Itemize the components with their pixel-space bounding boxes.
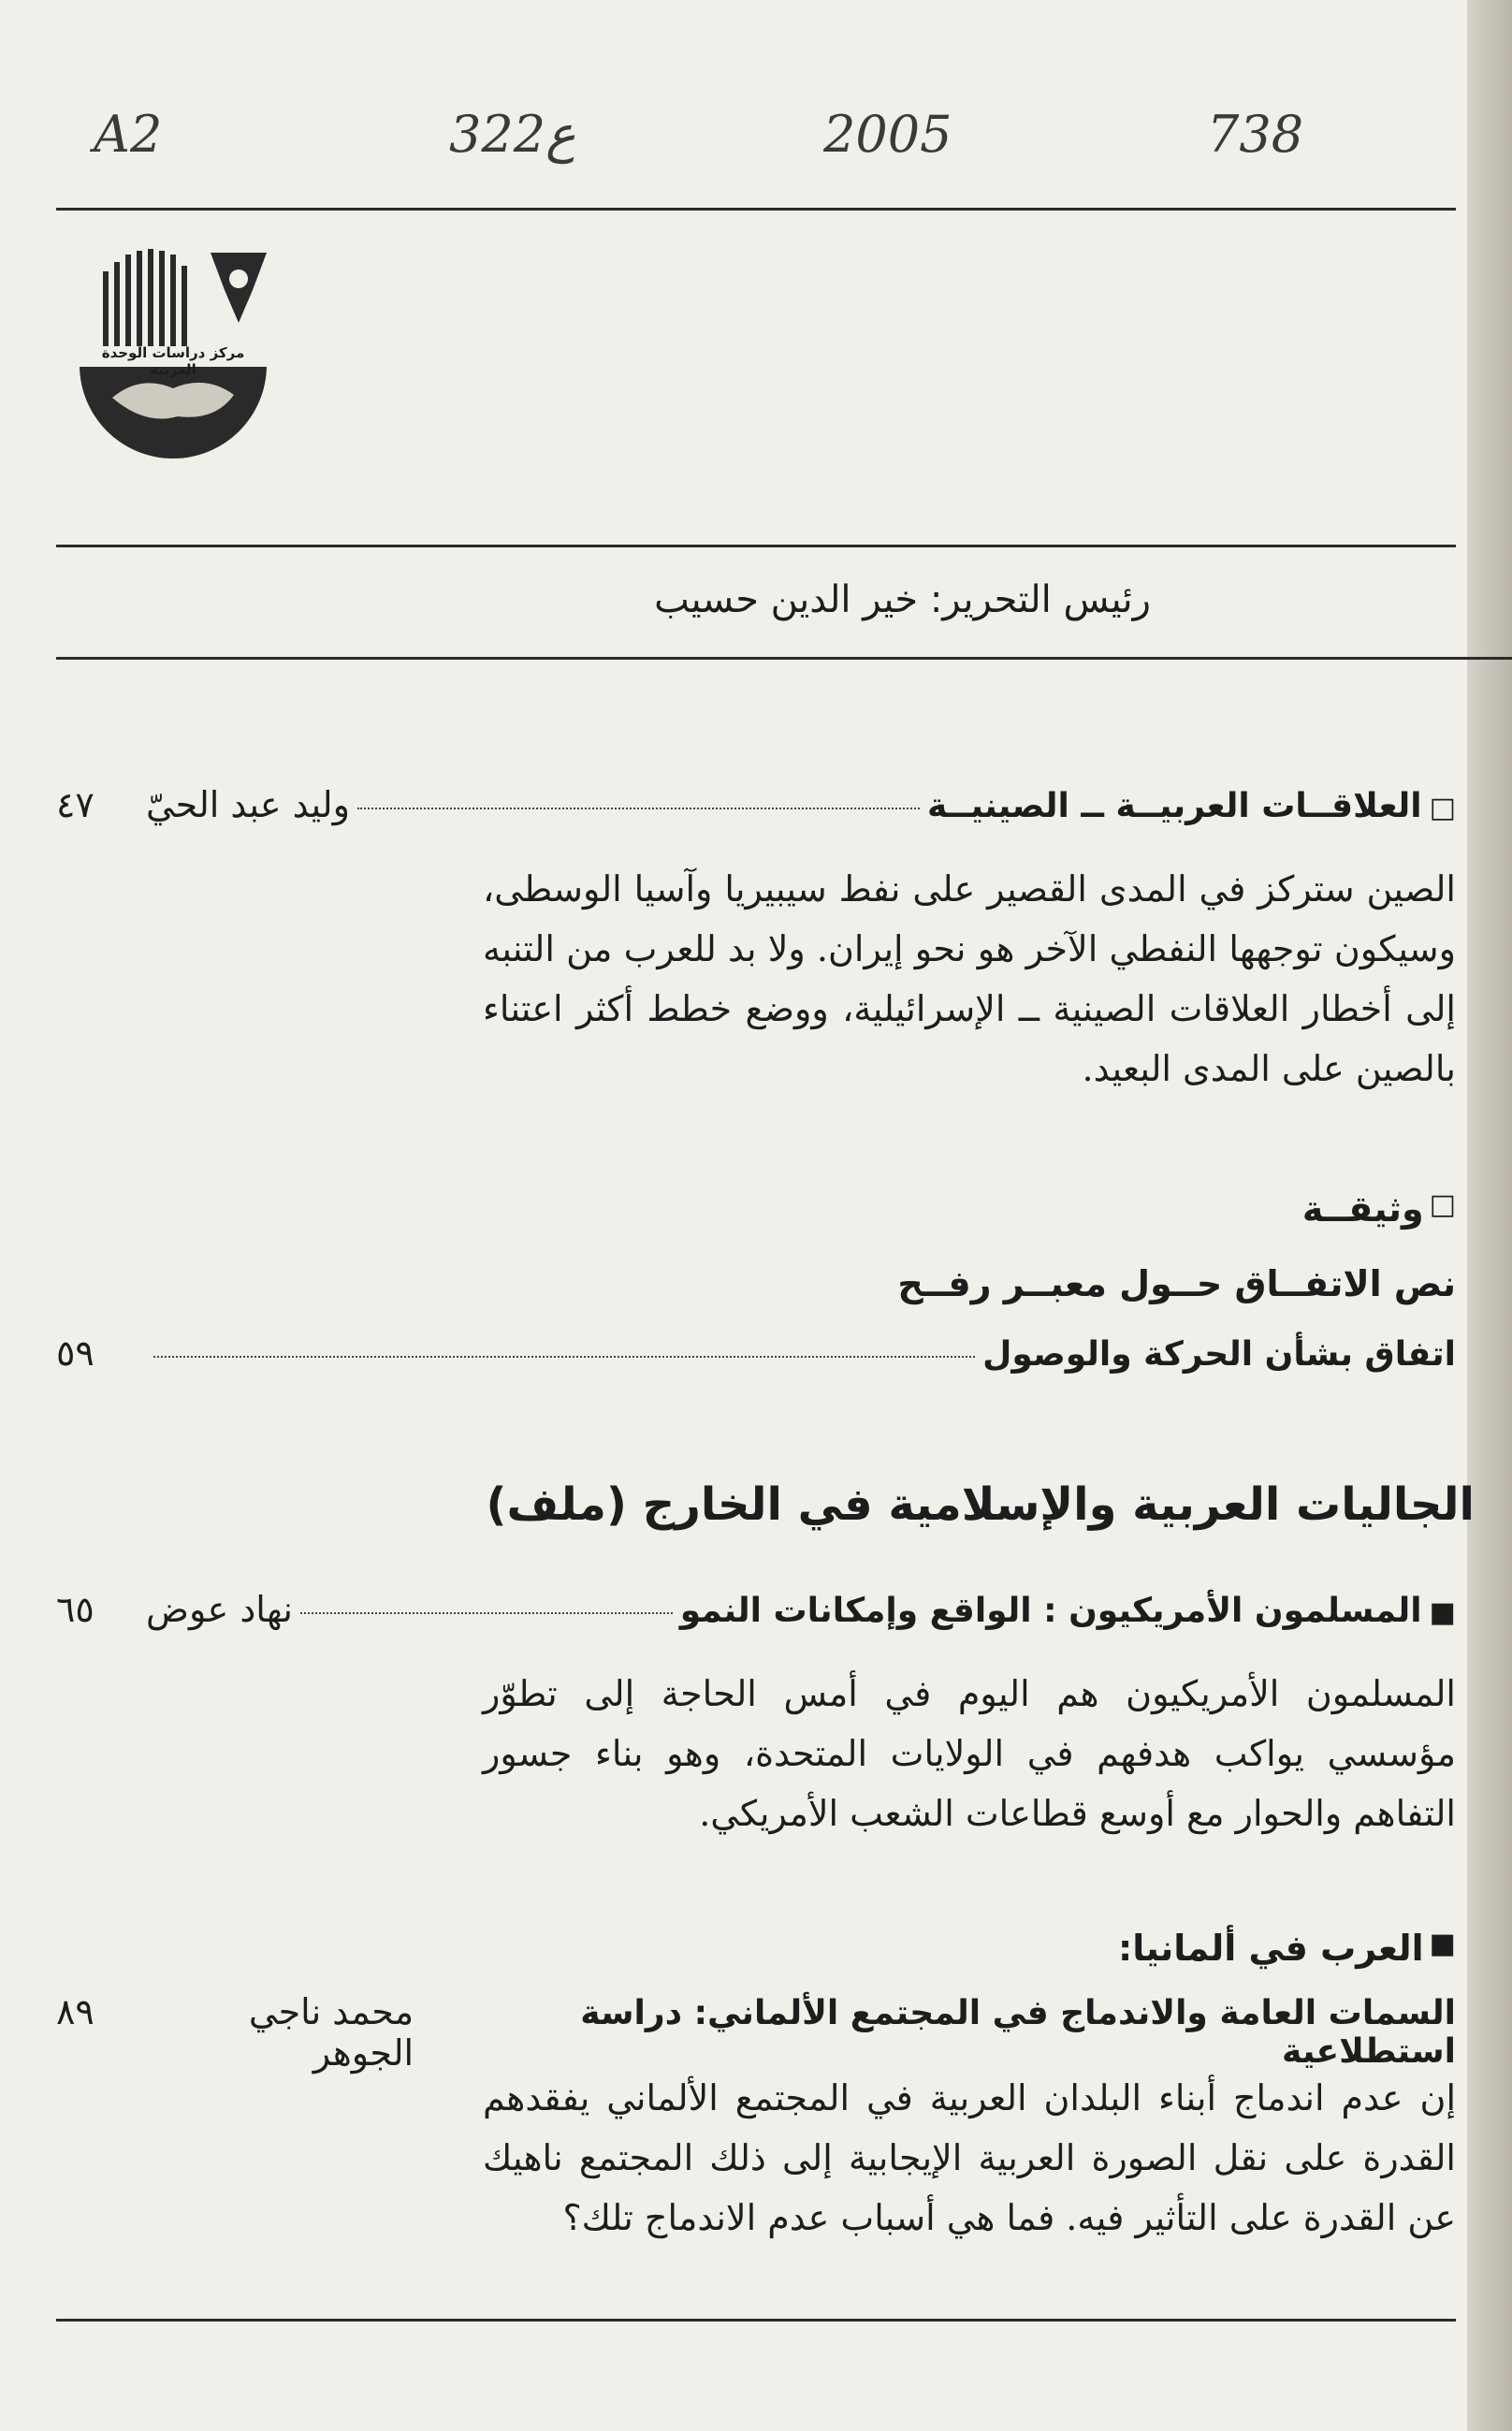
toc-entry[interactable]	[56, 1332, 1456, 1374]
editor-line: رئيس التحرير: خير الدين حسيب	[654, 578, 1151, 621]
entry-marker: ■	[1429, 1928, 1456, 1960]
document-heading-text: وثيقــة	[1301, 1188, 1424, 1230]
entry-author: وليد عبد الحيّ	[146, 784, 350, 825]
toc-entry[interactable]	[56, 1991, 1456, 2074]
logo-text: مركز دراسات الوحدة العربية	[101, 344, 245, 378]
entry-abstract: إن عدم اندماج أبناء البلدان العربية في المجتمع الألماني يفقدهم القدرة على نقل الصورة العربية الإيجابية إلى ذلك المجتمع ناهيك عن القدرة على التأثير فيه. فما هي أسباب عدم الاندماج تلك؟	[483, 2077, 1456, 2238]
leader-dots	[357, 808, 920, 809]
entry-marker: ■	[1429, 1596, 1456, 1629]
entry-heading	[1118, 1928, 1456, 1969]
handwritten-code-1: A2	[94, 105, 163, 164]
handwritten-code-3: 2005	[823, 105, 952, 164]
entry-page: ٥٩	[56, 1332, 94, 1374]
handwritten-code-4: 738	[1207, 105, 1304, 164]
toc-entry[interactable]	[56, 1589, 1456, 1630]
entry-marker: □	[1429, 1188, 1456, 1221]
entry-title: السمات العامة والاندماج في المجتمع الألماني: دراسة استطلاعية	[580, 1994, 1456, 2071]
publisher-logo	[56, 234, 290, 468]
top-rule	[56, 208, 1456, 211]
entry-abstract: المسلمون الأمريكيون هم اليوم في أمس الحاجة إلى تطوّر مؤسسي يواكب هدفهم في الولايات المتحدة، وهو بناء جسور التفاهم والحوار مع أوسع قطاعات الشعب الأمريكي.	[483, 1673, 1456, 1834]
entry-title: العلاقــات العربيــة ــ الصينيــة	[926, 787, 1422, 825]
entry-marker: □	[1429, 792, 1456, 824]
entry-page: ٤٧	[56, 784, 94, 825]
bottom-rule	[56, 2319, 1456, 2322]
entry-title: المسلمون الأمريكيون : الواقع وإمكانات النمو	[679, 1592, 1422, 1630]
entry-author: نهاد عوض	[146, 1589, 293, 1630]
entry-abstract: الصين ستركز في المدى القصير على نفط سيبيريا وآسيا الوسطى، وسيكون توجهها النفطي الآخر هو نحو إيران. ولا بد للعرب من التنبه إلى أخطار العلاقات الصينية ــ الإسرائيلية، ووضع خطط أكثر اعتناء بالصين على المدى البعيد.	[483, 868, 1456, 1089]
entry-author: محمد ناجي الجوهر	[248, 1991, 414, 2074]
document-heading	[1302, 1188, 1456, 1230]
toc-entry[interactable]	[56, 784, 1456, 825]
document-title: نص الاتفــاق حــول معبــر رفــح	[897, 1263, 1456, 1304]
entry-heading-text: العرب في ألمانيا:	[1118, 1928, 1424, 1969]
document-subtitle: اتفاق بشأن الحركة والوصول	[982, 1335, 1456, 1374]
adjacent-page-edge	[1467, 0, 1512, 2431]
leader-dots	[300, 1612, 673, 1614]
editor-top-rule	[56, 545, 1456, 547]
entry-page: ٨٩	[56, 1991, 94, 2032]
handwritten-code-2: 322ع	[449, 105, 576, 164]
leader-dots	[153, 1356, 975, 1358]
section-title: الجاليات العربية والإسلامية في الخارج (ملف)	[486, 1478, 1475, 1531]
editor-bottom-rule	[56, 657, 1512, 660]
entry-page: ٦٥	[56, 1589, 94, 1630]
